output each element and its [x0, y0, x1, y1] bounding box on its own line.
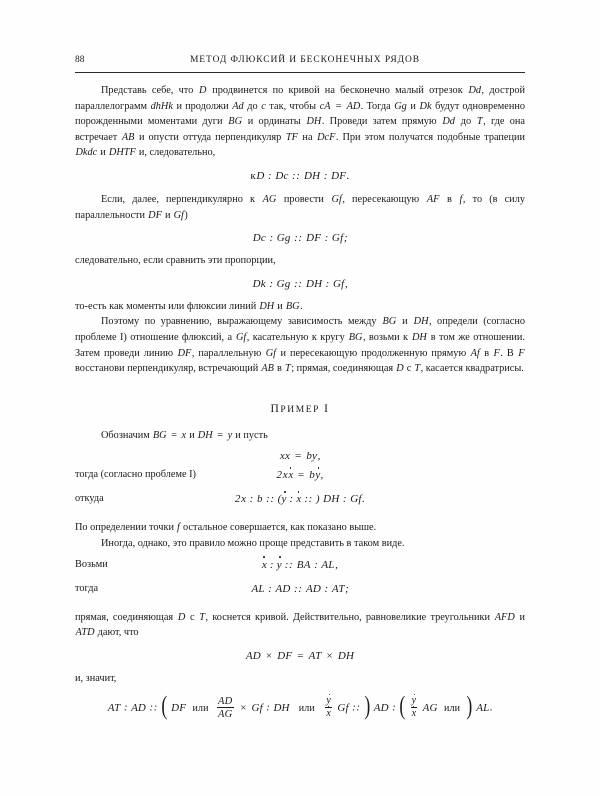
- paragraph-6: Обозначим BG = x и DH = y и пусть: [101, 429, 268, 441]
- label-vozmi: Возьми: [75, 558, 108, 570]
- example-heading-rest: РИМЕР: [280, 404, 321, 415]
- formula-2: Dc : Gg :: DF : Gf;: [252, 232, 348, 245]
- fraction-ydot-xdot-2: $\frac{y}{x}$: [411, 695, 417, 719]
- label-otkuda: откуда: [75, 493, 104, 505]
- formula-7: x : y :: BA : AL,: [261, 558, 339, 571]
- paragraph-1: Представь себе, что D продвинется по кривой на бесконечно малый отрезок Dd, дострой параллелограмм dhHk и продолжи Ad до c так, чтобы cA = AD. Тогда Gg и Dk будут одновременно порожденными моментами дуги BG и ординаты DH. Проведи затем прямую Dd до T, где она встречает AB и опусти оттуда перпендикуляр TF на DcF. При этом получатся подобные трапеции Dkdc и DHTF и, следовательно,: [75, 85, 526, 159]
- paragraph-10: и, значит,: [75, 672, 117, 684]
- page-content: [75, 55, 525, 720]
- paragraph-8: Иногда, однако, это правило можно проще представить в таком виде.: [101, 537, 405, 549]
- formula-6-row: [75, 493, 525, 510]
- label-togda: тогда: [75, 582, 99, 594]
- running-head: [75, 55, 525, 69]
- paragraph-4: то-есть как моменты или флюксии линий DH и BG.: [75, 300, 303, 312]
- paragraph-3: следовательно, если сравнить эти пропорции,: [75, 255, 276, 267]
- paragraph-9: прямая, соединяющая D с T, коснется кривой. Действительно, равновеликие треугольники AFD и ATD дают, что: [75, 611, 526, 639]
- fraction-ad-ag: $\frac{AD}{AG}$: [218, 695, 233, 720]
- formula-10: AT : AD :: ( DF или $\frac{AD}{AG}$ × Gf : DH или $\frac{y}{x}$ Gf :: ) AD : ( $\frac{y}{x}$ AG или ) AL.: [107, 690, 493, 720]
- formula-1: кD : Dc :: DH : DF.: [250, 169, 350, 182]
- formula-8: AL : AD :: AD : AT;: [251, 582, 350, 595]
- paragraph-2: Если, далее, перпендикулярно к AG провести Gf, пересекающую AF в f, то (в силу параллельности DF и Gf): [75, 193, 525, 221]
- header-rule: [75, 72, 525, 73]
- formula-3: Dk : Gg :: DH : Gf,: [252, 277, 348, 290]
- formula-4: xx = by,: [279, 450, 321, 463]
- example-heading-initial: П: [270, 402, 281, 415]
- formula-7-row: [75, 559, 525, 576]
- label-togda-problem: тогда (согласно проблеме I): [75, 469, 196, 481]
- page-number: 88: [75, 55, 85, 65]
- fraction-ydot-xdot-1: $\frac{y}{x}$: [326, 695, 331, 719]
- paragraph-7: По определении точки f остальное совершается, как показано выше.: [75, 522, 377, 534]
- paragraph-5: Поэтому по уравнению, выражающему зависимость между BG и DH, определи (согласно проблеме I) отношение флюксий, а Gf, касательную к кругу BG, возьми к DH в том же отношении. Затем проведи линию DF, параллельную Gf и пересекающую продолженную прямую Af в F. В F восстанови перпендикуляр, встречающий AB в T; прямая, соединяющая D с T, касается квадратрисы.: [75, 316, 525, 375]
- formula-8-row: [75, 583, 525, 600]
- formula-5: 2xx = by,: [276, 469, 324, 482]
- example-heading: [75, 403, 525, 415]
- formula-6: 2x : b :: (y : x :: ) DH : Gf.: [234, 493, 366, 506]
- running-head-title: МЕТОД ФЛЮКСИЙ И БЕСКОНЕЧНЫХ РЯДОВ: [189, 55, 421, 65]
- formula-9: AD × DF = AT × DH: [245, 649, 355, 662]
- formula-5-row: [75, 469, 525, 486]
- example-heading-numeral: I: [324, 402, 330, 415]
